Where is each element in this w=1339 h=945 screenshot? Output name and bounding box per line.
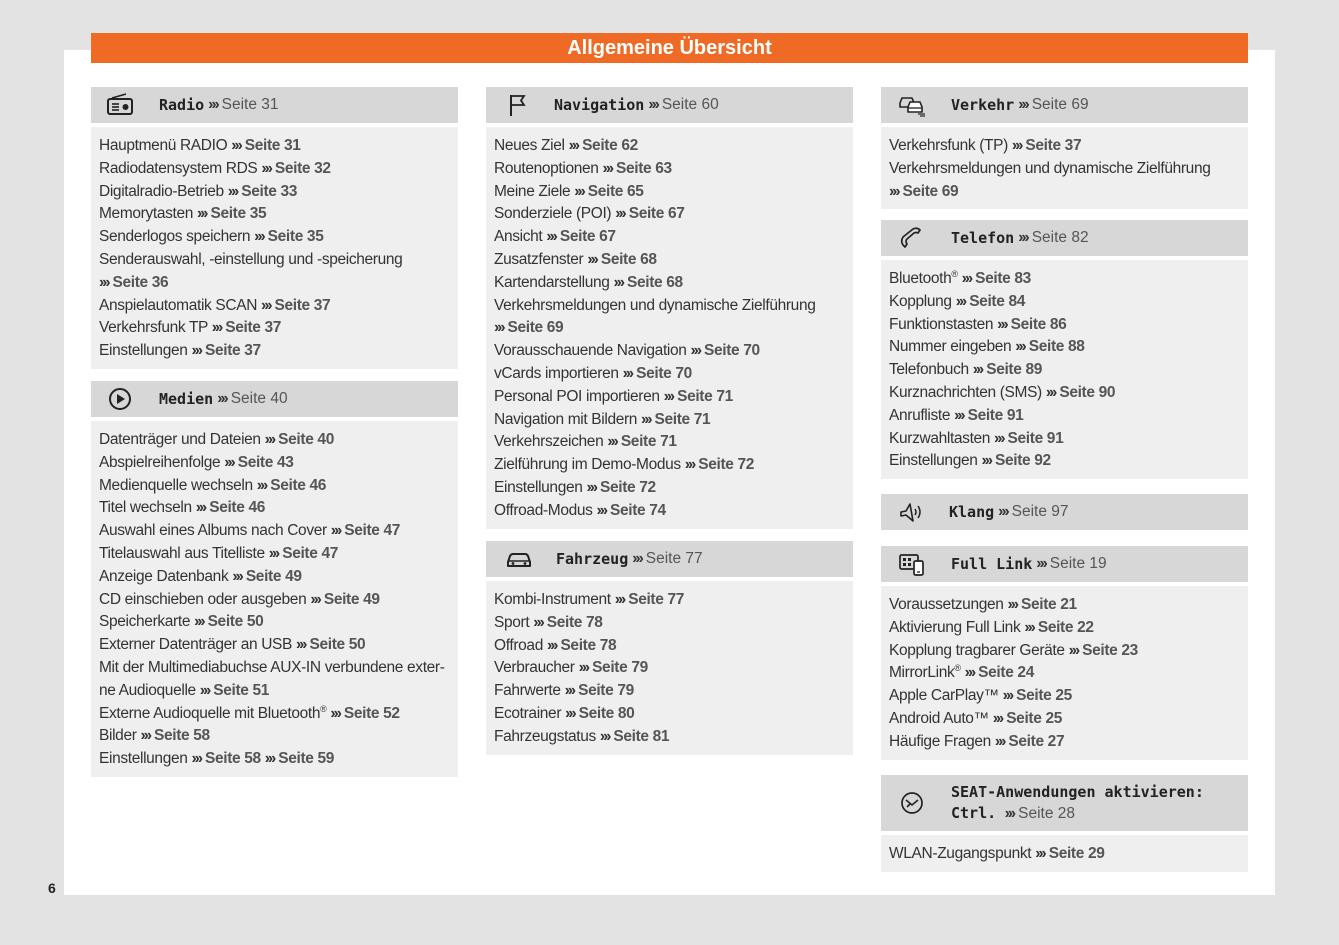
list-item[interactable]: Auswahl eines Albums nach Cover ››› Seite 47 — [99, 522, 401, 540]
section-navigation — [486, 87, 853, 529]
section-label: Medien — [159, 390, 214, 408]
activate-apps-icon — [897, 790, 927, 816]
section-header-full-link[interactable] — [881, 546, 1248, 582]
list-item[interactable]: Bluetooth® ››› Seite 83 — [889, 268, 1031, 287]
section-page-ref[interactable]: Seite 19 — [1049, 555, 1107, 572]
list-item[interactable]: Ecotrainer ››› Seite 80 — [494, 704, 635, 722]
list-item[interactable]: Voraussetzungen ››› Seite 21 — [889, 596, 1077, 613]
list-item[interactable]: Fahrzeugstatus ››› Seite 81 — [494, 727, 670, 745]
list-item[interactable]: Routenoptionen ››› Seite 63 — [494, 159, 672, 177]
page-number: 6 — [48, 880, 56, 896]
section-header-seat-apps[interactable] — [881, 775, 1248, 831]
list-item[interactable]: Externe Audioquelle mit Bluetooth® ››› Seite 52 — [99, 703, 400, 722]
list-item[interactable]: Kurznachrichten (SMS) ››› Seite 90 — [889, 383, 1116, 401]
list-item[interactable]: Kopplung tragbarer Geräte ››› Seite 23 — [889, 641, 1138, 659]
car-icon — [504, 546, 534, 572]
section-body-radio — [91, 127, 458, 369]
list-item[interactable]: Verkehrszeichen ››› Seite 71 — [494, 433, 677, 451]
list-item[interactable]: Häufige Fragen ››› Seite 27 — [889, 732, 1065, 750]
arrow-icon: ››› — [632, 550, 642, 567]
list-item[interactable]: Datenträger und Dateien ››› Seite 40 — [99, 431, 334, 448]
section-label: Verkehr — [951, 96, 1015, 114]
list-item[interactable]: Hauptmenü RADIO ››› Seite 31 — [99, 137, 301, 154]
list-item[interactable]: Anspielautomatik SCAN ››› Seite 37 — [99, 296, 331, 314]
section-page-ref[interactable]: Seite 60 — [661, 96, 719, 113]
arrow-icon: ››› — [217, 390, 227, 407]
list-item[interactable]: Senderlogos speichern ››› Seite 35 — [99, 228, 324, 246]
list-item[interactable]: Zusatzfenster ››› Seite 68 — [494, 250, 657, 268]
list-item[interactable]: Android Auto™ ››› Seite 25 — [889, 709, 1062, 727]
list-item[interactable]: Mit der Multimediabuchse AUX-IN verbundene exter- ne Audioquelle ››› Seite 51 — [99, 658, 445, 699]
page-title: Allgemeine Übersicht — [91, 33, 1248, 63]
section-fahrzeug — [486, 541, 853, 755]
list-item[interactable]: Medienquelle wechseln ››› Seite 46 — [99, 476, 327, 494]
section-page-ref[interactable]: Seite 31 — [221, 96, 279, 113]
section-header-fahrzeug[interactable] — [486, 541, 853, 577]
list-item[interactable]: Kartendarstellung ››› Seite 68 — [494, 273, 683, 291]
section-header-telefon[interactable] — [881, 220, 1248, 256]
list-item[interactable]: Titelauswahl aus Titelliste ››› Seite 47 — [99, 544, 338, 562]
list-item[interactable]: Offroad-Modus ››› Seite 74 — [494, 501, 666, 519]
section-full-link — [881, 546, 1248, 760]
section-seat-apps — [881, 775, 1248, 872]
flag-icon — [504, 92, 534, 118]
list-item[interactable]: Digitalradio-Betrieb ››› Seite 33 — [99, 182, 298, 200]
section-label: Klang — [949, 503, 995, 521]
arrow-icon: ››› — [1036, 555, 1046, 572]
section-label: Fahrzeug — [556, 550, 629, 568]
section-medien — [91, 381, 458, 777]
list-item[interactable]: Kombi-Instrument ››› Seite 77 — [494, 591, 684, 608]
list-item[interactable]: Bilder ››› Seite 58 — [99, 727, 210, 745]
list-item[interactable]: Verkehrsmeldungen und dynamische Zielführung ››› Seite 69 — [494, 296, 816, 337]
section-body-full-link — [881, 586, 1248, 760]
list-item[interactable]: Einstellungen ››› Seite 72 — [494, 478, 656, 496]
section-body-fahrzeug — [486, 581, 853, 755]
list-item[interactable]: Memorytasten ››› Seite 35 — [99, 205, 267, 223]
list-item[interactable]: Radiodatensystem RDS ››› Seite 32 — [99, 159, 331, 177]
list-item[interactable]: Nummer eingeben ››› Seite 88 — [889, 338, 1085, 356]
list-item[interactable]: CD einschieben oder ausgeben ››› Seite 49 — [99, 590, 380, 608]
list-item[interactable]: Neues Ziel ››› Seite 62 — [494, 137, 638, 154]
list-item[interactable]: Personal POI importieren ››› Seite 71 — [494, 387, 733, 405]
list-item[interactable]: Einstellungen ››› Seite 58 ››› Seite 59 — [99, 750, 335, 768]
section-label: Telefon — [951, 229, 1015, 247]
section-body-verkehr — [881, 127, 1248, 209]
section-label: Navigation — [554, 96, 645, 114]
list-item[interactable]: Aktivierung Full Link ››› Seite 22 — [889, 618, 1094, 636]
list-item[interactable]: vCards importieren ››› Seite 70 — [494, 364, 692, 382]
list-item[interactable]: Verbraucher ››› Seite 79 — [494, 659, 648, 677]
section-body-seat-apps — [881, 835, 1248, 872]
list-item[interactable]: Titel wechseln ››› Seite 46 — [99, 499, 265, 517]
section-header-klang[interactable] — [881, 494, 1248, 530]
section-page-ref[interactable]: Seite 82 — [1031, 229, 1089, 246]
list-item[interactable]: Anrufliste ››› Seite 91 — [889, 406, 1024, 424]
arrow-icon: ››› — [1018, 229, 1028, 246]
list-item[interactable]: Meine Ziele ››› Seite 65 — [494, 182, 644, 200]
list-item[interactable]: Verkehrsmeldungen und dynamische Zielführung ››› Seite 69 — [889, 159, 1211, 200]
section-page-ref[interactable]: Seite 97 — [1011, 503, 1069, 520]
section-label-ctrl: Ctrl. — [951, 804, 997, 822]
section-header-navigation[interactable] — [486, 87, 853, 123]
list-item[interactable]: Offroad ››› Seite 78 — [494, 636, 617, 654]
phone-icon — [897, 225, 927, 251]
arrow-icon: ››› — [1018, 96, 1028, 113]
speaker-icon — [897, 499, 927, 525]
list-item[interactable]: Einstellungen ››› Seite 37 — [99, 342, 261, 360]
list-item[interactable]: Zielführung im Demo-Modus ››› Seite 72 — [494, 456, 755, 474]
section-label: Full Link — [951, 555, 1033, 573]
list-item[interactable]: Kurzwahltasten ››› Seite 91 — [889, 429, 1064, 447]
section-header-radio[interactable] — [91, 87, 458, 123]
arrow-icon: ››› — [1004, 805, 1015, 822]
list-item[interactable]: Abspielreihenfolge ››› Seite 43 — [99, 453, 294, 471]
section-page-ref[interactable]: Seite 40 — [230, 390, 288, 407]
section-label: Radio — [159, 96, 205, 114]
list-item[interactable]: Anzeige Datenbank ››› Seite 49 — [99, 567, 302, 585]
list-item[interactable]: Telefonbuch ››› Seite 89 — [889, 361, 1043, 379]
list-item[interactable]: Sonderziele (POI) ››› Seite 67 — [494, 205, 685, 223]
section-body-navigation — [486, 127, 853, 529]
full-link-icon — [897, 551, 927, 577]
traffic-cars-icon — [897, 92, 927, 118]
list-item[interactable]: Sport ››› Seite 78 — [494, 613, 603, 631]
list-item[interactable]: Vorausschauende Navigation ››› Seite 70 — [494, 342, 760, 360]
list-item[interactable]: Navigation mit Bildern ››› Seite 71 — [494, 410, 711, 428]
section-body-medien — [91, 421, 458, 777]
section-page-ref[interactable]: Seite 69 — [1031, 96, 1089, 113]
list-item[interactable]: Verkehrsfunk (TP) ››› Seite 37 — [889, 137, 1082, 154]
list-item[interactable]: WLAN-Zugangspunkt ››› Seite 29 — [889, 845, 1105, 862]
list-item[interactable]: Speicherkarte ››› Seite 50 — [99, 613, 264, 631]
arrow-icon: ››› — [208, 96, 218, 113]
play-icon — [105, 386, 135, 412]
arrow-icon: ››› — [998, 503, 1008, 520]
section-header-medien[interactable] — [91, 381, 458, 417]
list-item[interactable]: Externer Datenträger an USB ››› Seite 50 — [99, 636, 366, 654]
radio-icon — [105, 92, 135, 118]
section-body-telefon — [881, 260, 1248, 479]
section-radio — [91, 87, 458, 369]
list-item[interactable]: Funktionstasten ››› Seite 86 — [889, 315, 1067, 333]
list-item[interactable]: Kopplung ››› Seite 84 — [889, 292, 1025, 310]
list-item[interactable]: Fahrwerte ››› Seite 79 — [494, 682, 634, 700]
section-verkehr — [881, 87, 1248, 209]
list-item[interactable]: Einstellungen ››› Seite 92 — [889, 452, 1051, 470]
section-telefon — [881, 220, 1248, 479]
section-page-ref[interactable]: Seite 28 — [1018, 805, 1075, 822]
list-item[interactable]: Apple CarPlay™ ››› Seite 25 — [889, 687, 1072, 705]
list-item[interactable]: MirrorLink® ››› Seite 24 — [889, 663, 1034, 682]
section-klang — [881, 494, 1248, 530]
arrow-icon: ››› — [648, 96, 658, 113]
list-item[interactable]: Senderauswahl, -einstellung und -speicherung ››› Seite 36 — [99, 250, 403, 291]
section-label: SEAT-Anwendungen aktivieren: — [951, 783, 1204, 801]
section-header-verkehr[interactable] — [881, 87, 1248, 123]
list-item[interactable]: Ansicht ››› Seite 67 — [494, 228, 616, 246]
list-item[interactable]: Verkehrsfunk TP ››› Seite 37 — [99, 319, 282, 337]
section-page-ref[interactable]: Seite 77 — [645, 550, 703, 567]
